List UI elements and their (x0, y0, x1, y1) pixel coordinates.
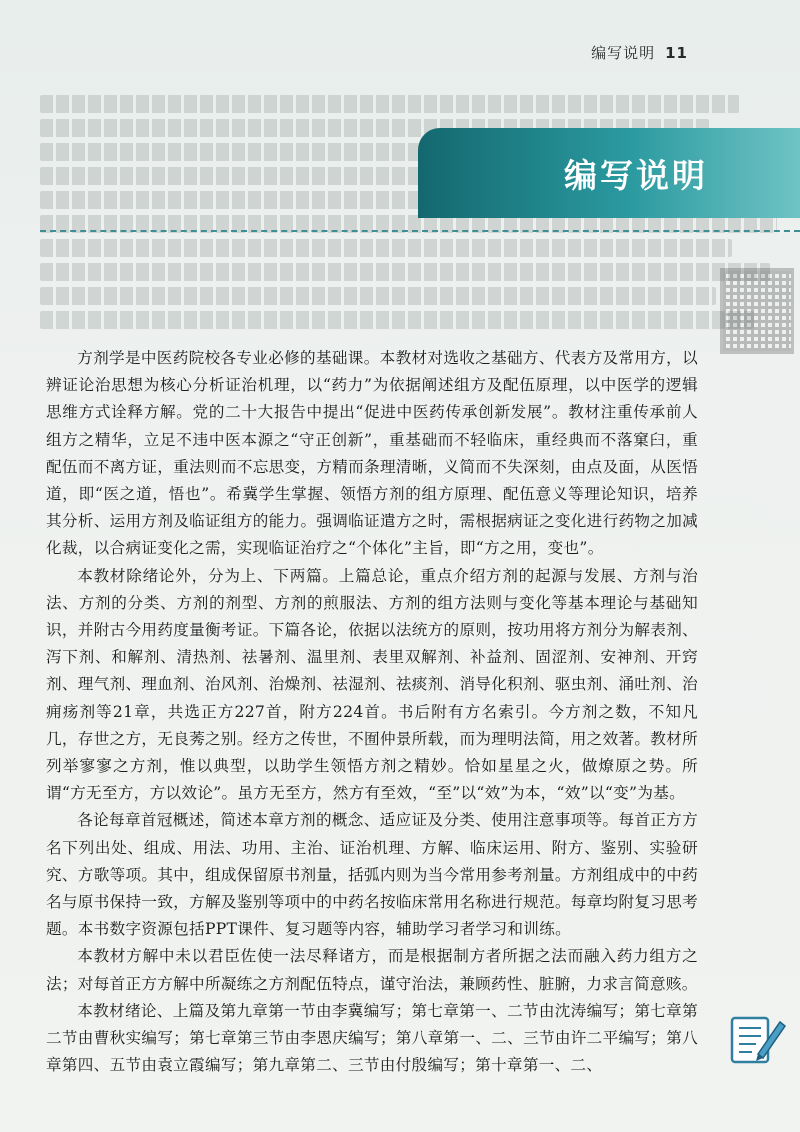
paragraph: 各论每章首冠概述，简述本章方剂的概念、适应证及分类、使用注意事项等。每首正方方名下列出处、组成、用法、功用、主治、证治机理、方解、临床运用、附方、鉴别、实验研究、方歌等项。其中，组成保留原书剂量，括弧内则为当今常用参考剂量。方剂组成中的中药名与原书保持一致，方解及鉴别等项中的中药名按临床常用名称进行规范。每章均附复习思考题。本书数字资源包括PPT课件、复习题等内容，辅助学习者学习和训练。 (46, 811, 698, 939)
qr-code-icon (720, 268, 794, 354)
running-header (591, 42, 688, 63)
notebook-pencil-icon (728, 1010, 788, 1066)
body-text (46, 345, 698, 1079)
running-header-section: 编写说明 (591, 44, 656, 62)
section-title: 编写说明 (564, 156, 708, 195)
banner-dashed-rule (40, 230, 800, 232)
paragraph: 本教材除绪论外，分为上、下两篇。上篇总论，重点介绍方剂的起源与发展、方剂与治法、方剂的分类、方剂的剂型、方剂的煎服法、方剂的组方法则与变化等基本理论与基础知识，并附古今用药度量衡考证。下篇各论，依据以法统方的原则，按功用将方剂分为解表剂、泻下剂、和解剂、清热剂、祛暑剂、温里剂、表里双解剂、补益剂、固涩剂、安神剂、开窍剂、理气剂、理血剂、治风剂、治燥剂、祛湿剂、祛痰剂、消导化积剂、驱虫剂、涌吐剂、治痈疡剂等21章，共选正方227首，附方224首。书后附有方名索引。今方剂之数，不知凡几，存世之方，无良莠之别。经方之传世，不囿仲景所载，而为理明法简，用之效著。教材所列举寥寥之方剂，惟以典型，以助学生领悟方剂之精妙。恰如星星之火，做燎原之势。所谓“方无至方，方以效论”。虽方无至方，然方有至效，“至”以“效”为本，“效”以“变”为基。 (46, 566, 698, 803)
paragraph: 方剂学是中医药院校各专业必修的基础课。本教材对选收之基础方、代表方及常用方，以辨证论治思想为核心分析证治机理，以“药力”为依据阐述组方及配伍原理，以中医学的逻辑思维方式诠释方解。党的二十大报告中提出“促进中医药传承创新发展”。教材注重传承前人组方之精华，立足不违中医本源之“守正创新”，重基础而不轻临床，重经典而不落窠臼，重配伍而不离方证，重法则而不忘思变，方精而条理清晰，义简而不失深刻，由点及面，从医悟道，即“医之道，悟也”。希冀学生掌握、领悟方剂的组方原理、配伍意义等理论知识，培养其分析、运用方剂及临证组方的能力。强调临证遣方之时，需根据病证之变化进行药物之加减化裁，以合病证变化之需，实现临证治疗之“个体化”主旨，即“方之用，变也”。 (46, 349, 698, 558)
paragraph: 本教材绪论、上篇及第九章第一节由李冀编写；第七章第一、二节由沈涛编写；第七章第二节由曹秋实编写；第七章第三节由李恩庆编写；第八章第一、二、三节由许二平编写；第八章第四、五节由袁立霞编写；第九章第二、三节由付殷编写；第十章第一、二、 (46, 1001, 698, 1075)
paragraph: 本教材方解中未以君臣佐使一法尽释诸方，而是根据制方者所据之法而融入药力组方之法；对每首正方方解中所凝练之方剂配伍特点，谨守治法，兼顾药性、脏腑，力求言简意赅。 (46, 947, 698, 993)
section-banner (418, 128, 800, 218)
page-number: 11 (665, 44, 688, 62)
